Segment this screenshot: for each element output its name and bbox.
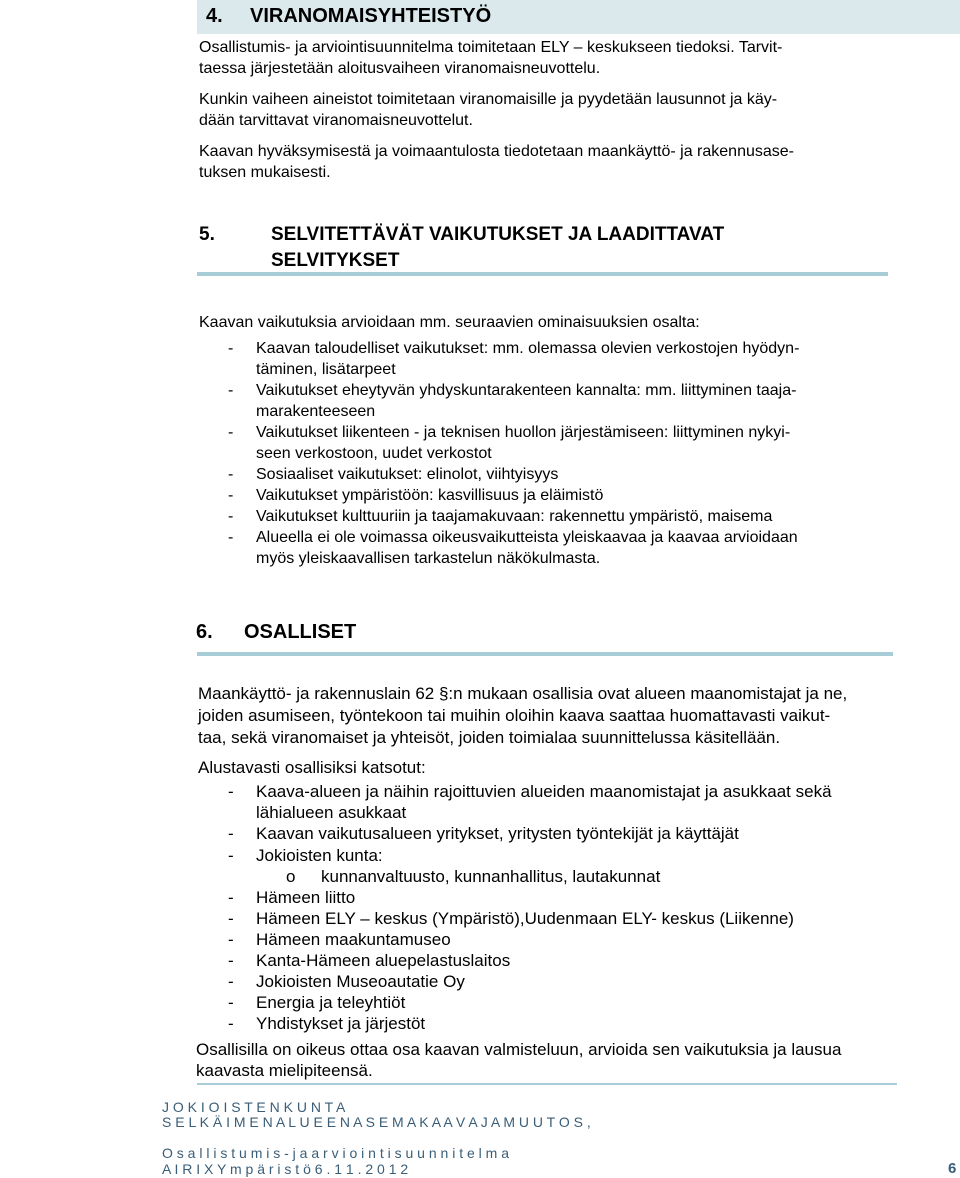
- list-item-continued: myös yleiskaavallisen tarkastelun näkökulmasta.: [256, 550, 601, 567]
- list-bullet: -: [228, 424, 234, 441]
- footer-municipality: J O K I O I S T E N K U N T A: [162, 1099, 346, 1115]
- sub-list-bullet: o: [286, 867, 296, 886]
- list-item: Kaavan taloudelliset vaikutukset: mm. olemassa olevien verkostojen hyödyn-: [256, 340, 800, 357]
- list-item: Yhdistykset ja järjestöt: [256, 1014, 426, 1033]
- section-5-intro: Kaavan vaikutuksia arvioidaan mm. seuraavien ominaisuuksien osalta:: [199, 314, 700, 331]
- list-bullet: -: [228, 888, 234, 907]
- section-4-title: VIRANOMAISYHTEISTYÖ: [250, 5, 492, 27]
- closing-paragraph-line: kaavasta mielipiteensä.: [196, 1061, 373, 1080]
- list-item: Jokioisten Museoautatie Oy: [256, 972, 465, 991]
- section-6-paragraph-line: joiden asumiseen, työntekoon tai muihin oloihin kaava saattaa huomattavasti vaikut-: [198, 706, 831, 725]
- list-item: Kaavan vaikutusalueen yritykset, yritysten työntekijät ja käyttäjät: [256, 824, 739, 843]
- list-item-continued: lähialueen asukkaat: [256, 803, 407, 822]
- list-item: Vaikutukset liikenteen - ja teknisen huollon järjestämiseen: liittyminen nykyi-: [256, 424, 791, 441]
- sub-list-item: kunnanvaltuusto, kunnanhallitus, lautakunnat: [321, 867, 661, 886]
- list-bullet: -: [228, 909, 234, 928]
- section-5-underline: [197, 272, 888, 276]
- list-item: Hämeen maakuntamuseo: [256, 930, 451, 949]
- closing-paragraph-line: Osallisilla on oikeus ottaa osa kaavan valmisteluun, arvioida sen vaikutuksia ja lausua: [196, 1040, 842, 1059]
- list-bullet: -: [228, 824, 234, 843]
- list-bullet: -: [228, 487, 234, 504]
- section-4-line: Kunkin vaiheen aineistot toimitetaan viranomaisille ja pyydetään lausunnot ja käy-: [199, 91, 778, 108]
- list-item: Jokioisten kunta:: [256, 846, 383, 865]
- footer-plan-name: S E L K Ä I M E N A L U E E N A S E M A K A A V A J A M U U T O S ,: [162, 1114, 591, 1130]
- section-6-title: OSALLISET: [244, 621, 357, 643]
- section-5-title-continued: SELVITYKSET: [271, 250, 400, 271]
- list-intro: Alustavasti osallisiksi katsotut:: [198, 758, 426, 777]
- list-bullet: -: [228, 993, 234, 1012]
- list-item-continued: täminen, lisätarpeet: [256, 361, 396, 378]
- list-item: Hämeen ELY – keskus (Ympäristö),Uudenmaan ELY- keskus (Liikenne): [256, 909, 794, 928]
- list-bullet: -: [228, 340, 234, 357]
- section-4-number: 4.: [206, 5, 223, 27]
- list-bullet: -: [228, 1014, 234, 1033]
- section-4-line: Kaavan hyväksymisestä ja voimaantulosta tiedotetaan maankäyttö- ja rakennusase-: [199, 143, 794, 160]
- list-item: Kaava-alueen ja näihin rajoittuvien alueiden maanomistajat ja asukkaat sekä: [256, 782, 832, 801]
- section-6-number: 6.: [196, 621, 213, 643]
- list-bullet: -: [228, 466, 234, 483]
- list-bullet: -: [228, 382, 234, 399]
- section-4-line: taessa järjestetään aloitusvaiheen viranomaisneuvottelu.: [199, 60, 601, 77]
- list-bullet: -: [228, 782, 234, 801]
- section-5-title: SELVITETTÄVÄT VAIKUTUKSET JA LAADITTAVAT: [271, 224, 725, 245]
- section-4-line: dään tarvittavat viranomaisneuvottelut.: [199, 112, 473, 129]
- list-bullet: -: [228, 529, 234, 546]
- list-item-continued: marakenteeseen: [256, 403, 376, 420]
- list-item: Vaikutukset ympäristöön: kasvillisuus ja eläimistö: [256, 487, 604, 504]
- list-bullet: -: [228, 508, 234, 525]
- footer-author-date: A I R I X Y m p ä r i s t ö 6 . 1 1 . 2 0 1 2: [162, 1161, 409, 1177]
- footer-divider: [197, 1083, 897, 1085]
- list-bullet: -: [228, 930, 234, 949]
- page-number: 6: [948, 1160, 957, 1177]
- list-item: Vaikutukset kulttuuriin ja taajamakuvaan: rakennettu ympäristö, maisema: [256, 508, 773, 525]
- section-4-line: Osallistumis- ja arviointisuunnitelma toimitetaan ELY – keskukseen tiedoksi. Tarvit-: [199, 39, 783, 56]
- list-item: Vaikutukset eheytyvän yhdyskuntarakenteen kannalta: mm. liittyminen taaja-: [256, 382, 797, 399]
- section-6-paragraph-line: taa, sekä viranomaiset ja yhteisöt, joiden toimialaa suunnittelussa käsitellään.: [198, 728, 781, 747]
- footer-document-name: O s a l l i s t u m i s - j a a r v i o i n t i s u u n n i t e l m a: [162, 1145, 509, 1161]
- list-bullet: -: [228, 951, 234, 970]
- list-item: Energia ja teleyhtiöt: [256, 993, 406, 1012]
- section-6-paragraph-line: Maankäyttö- ja rakennuslain 62 §:n mukaan osallisia ovat alueen maanomistajat ja ne,: [198, 684, 848, 703]
- list-item-continued: seen verkostoon, uudet verkostot: [256, 445, 492, 462]
- list-bullet: -: [228, 972, 234, 991]
- list-item: Hämeen liitto: [256, 888, 356, 907]
- list-item: Sosiaaliset vaikutukset: elinolot, viihtyisyys: [256, 466, 559, 483]
- section-5-number: 5.: [199, 224, 215, 245]
- list-item: Alueella ei ole voimassa oikeusvaikutteista yleiskaavaa ja kaavaa arvioidaan: [256, 529, 798, 546]
- section-6-underline: [197, 652, 893, 656]
- section-4-line: tuksen mukaisesti.: [199, 164, 331, 181]
- list-item: Kanta-Hämeen aluepelastuslaitos: [256, 951, 511, 970]
- list-bullet: -: [228, 846, 234, 865]
